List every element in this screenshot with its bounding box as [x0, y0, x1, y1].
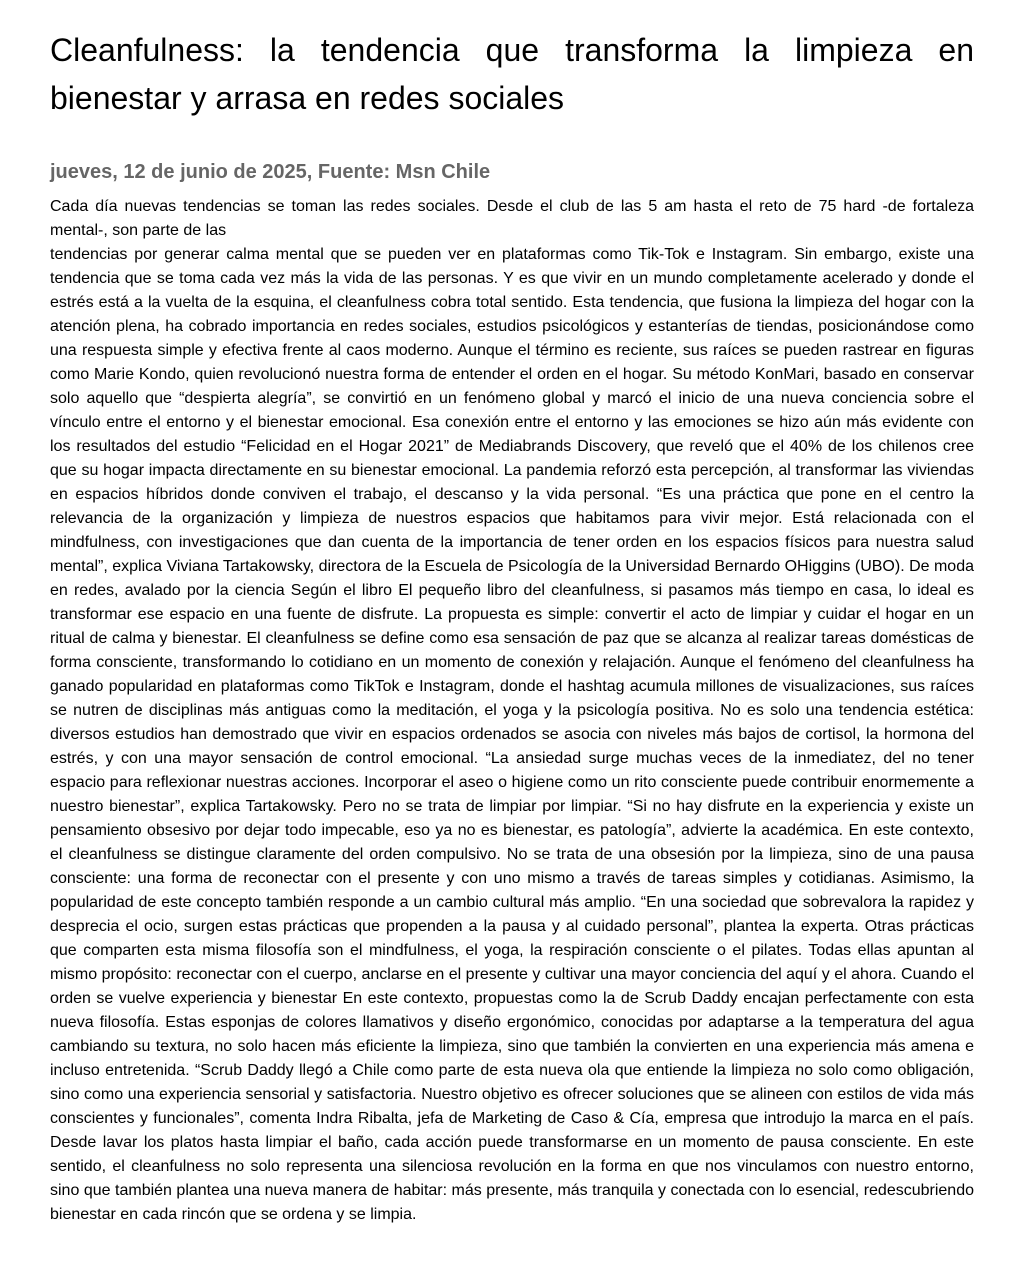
article-paragraph: tendencias por generar calma mental que se pueden ver en plataformas como Tik-Tok e Instagram. Sin embargo, existe una tendencia que se toma cada vez más la vida de las personas. Y es que vivir en un mundo completamente acelerado y donde el estrés está a la vuelta de la esquina, el cleanfulness cobra total sentido. Esta tendencia, que fusiona la limpieza del hogar con la atención plena, ha cobrado importancia en redes sociales, estudios psicológicos y estanterías de tiendas, posicionándose como una respuesta simple y efectiva frente al caos moderno. Aunque el término es reciente, sus raíces se pueden rastrear en figuras como Marie Kondo, quien revolucionó nuestra forma de entender el orden en el hogar. Su método KonMari, basado en conservar solo aquello que “despierta alegría”, se convirtió en un fenómeno global y marcó el inicio de una nueva conciencia sobre el vínculo entre el entorno y el bienestar emocional. Esa conexión entre el entorno y las emociones se hizo aún más evidente con los resultados del estudio “Felicidad en el Hogar 2021” de Mediabrands Discovery, que reveló que el 40% de los chilenos cree que su hogar impacta directamente en su bienestar emocional. La pandemia reforzó esta percepción, al transformar las viviendas en espacios híbridos donde conviven el trabajo, el descanso y la vida personal. “Es una práctica que pone en el centro la relevancia de la organización y limpieza de nuestros espacios que habitamos para vivir mejor. Está relacionada con el mindfulness, con investigaciones que dan cuenta de la importancia de tener orden en los espacios físicos para nuestra salud mental”, explica Viviana Tartakowsky, directora de la Escuela de Psicología de la Universidad Bernardo OHiggins (UBO). De moda en redes, avalado por la ciencia Según el libro El pequeño libro del cleanfulness, si pasamos más tiempo en casa, lo ideal es transformar ese espacio en una fuente de disfrute. La propuesta es simple: convertir el acto de limpiar y cuidar el hogar en un ritual de calma y bienestar. El cleanfulness se define como esa sensación de paz que se alcanza al realizar tareas domésticas de forma consciente, transformando lo cotidiano en un momento de conexión y relajación. Aunque el fenómeno del cleanfulness ha ganado popularidad en plataformas como TikTok e Instagram, donde el hashtag acumula millones de visualizaciones, sus raíces se nutren de disciplinas más antiguas como la meditación, el yoga y la psicología positiva. No es solo una tendencia estética: diversos estudios han demostrado que vivir en espacios ordenados se asocia con niveles más bajos de cortisol, la hormona del estrés, y con una mayor sensación de control emocional. “La ansiedad surge muchas veces de la inmediatez, del no tener espacio para reflexionar nuestras acciones. Incorporar el aseo o higiene como un rito consciente puede contribuir enormemente a nuestro bienestar”, explica Tartakowsky. Pero no se trata de limpiar por limpiar. “Si no hay disfrute en la experiencia y existe un pensamiento obsesivo por dejar todo impecable, eso ya no es bienestar, es patología”, advierte la académica. En este contexto, el cleanfulness se distingue claramente del orden compulsivo. No se trata de una obsesión por la limpieza, sino de una pausa consciente: una forma de reconectar con el presente y con uno mismo a través de tareas simples y cotidianas. Asimismo, la popularidad de este concepto también responde a un cambio cultural más amplio. “En una sociedad que sobrevalora la rapidez y desprecia el ocio, surgen estas prácticas que propenden a la pausa y al cuidado personal”, plantea la experta. Otras prácticas que comparten esta misma filosofía son el mindfulness, el yoga, la respiración consciente o el pilates. Todas ellas apuntan al mismo propósito: reconectar con el cuerpo, anclarse en el presente y cultivar una mayor conciencia del aquí y el ahora. Cuando el orden se vuelve experiencia y bienestar En este contexto, propuestas como la de Scrub Daddy encajan perfectamente con esta nueva filosofía. Estas esponjas de colores llamativos y diseño ergonómico, conocidas por adaptarse a la temperatura del agua cambiando su textura, no solo hacen más eficiente la limpieza, sino que también la convierten en una experiencia más amena e incluso entretenida. “Scrub Daddy llegó a Chile como parte de esta nueva ola que entiende la limpieza no solo como obligación, sino como una experiencia sensorial y satisfactoria. Nuestro objetivo es ofrecer soluciones que se alineen con estilos de vida más conscientes y funcionales”, comenta Indra Ribalta, jefa de Marketing de Caso & Cía, empresa que introdujo la marca en el país. Desde lavar los platos hasta limpiar el baño, cada acción puede transformarse en un momento de pausa consciente. En este sentido, el cleanfulness no solo representa una silenciosa revolución en la forma en que nos vinculamos con nuestro entorno, sino que también plantea una nueva manera de habitar: más presente, más tranquila y conectada con lo esencial, redescubriendo bienestar en cada rincón que se ordena y se limpia. — [50, 246, 974, 1223]
article-intro: Cada día nuevas tendencias se toman las redes sociales. Desde el club de las 5 am hasta el reto de 75 hard -de fortaleza mental-, son parte de las — [50, 198, 974, 239]
article-title: Cleanfulness: la tendencia que transforma la limpieza en bienestar y arrasa en redes sociales — [50, 32, 974, 116]
article-body — [50, 195, 974, 1227]
article-date-source: jueves, 12 de junio de 2025, Fuente: Msn Chile — [50, 161, 491, 183]
